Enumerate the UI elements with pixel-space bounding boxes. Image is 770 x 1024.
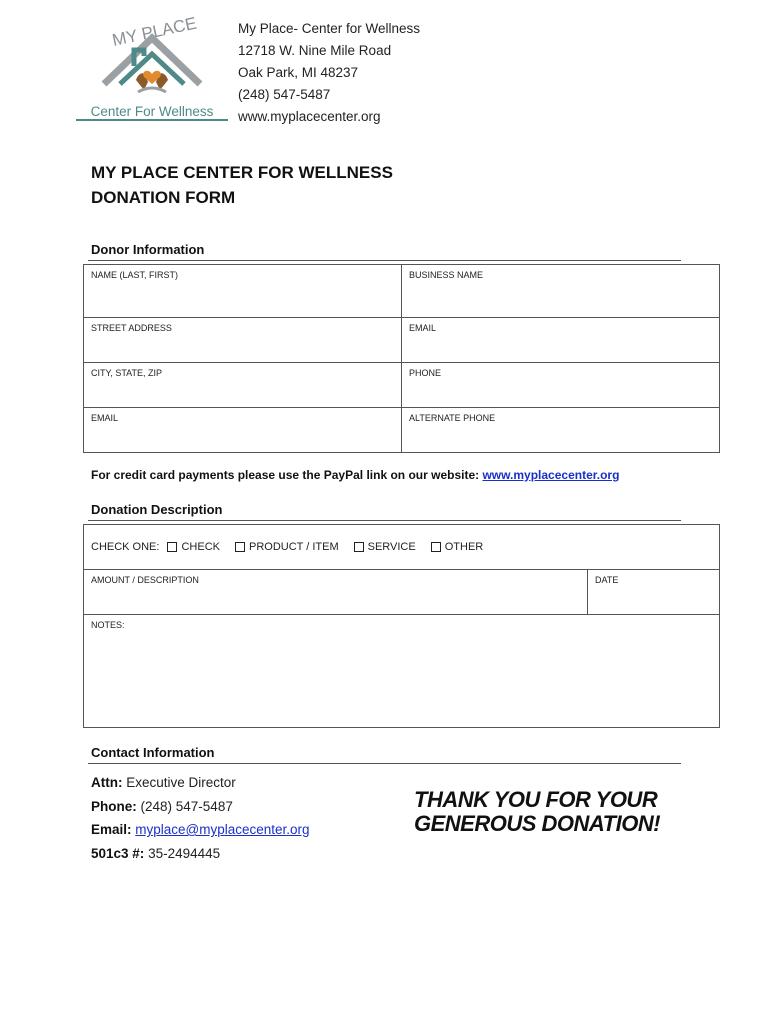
org-city: Oak Park, MI 48237 (238, 65, 359, 80)
product-item-checkbox[interactable] (235, 542, 245, 552)
business-name-label: BUSINESS NAME (409, 270, 484, 280)
notes-label: NOTES: (91, 620, 125, 630)
street-address-field[interactable] (84, 318, 402, 363)
logo-graphic (72, 16, 232, 126)
website-link[interactable]: www.myplacecenter.org (482, 468, 620, 482)
name-field[interactable] (84, 265, 402, 318)
form-title (91, 160, 393, 210)
org-street: 12718 W. Nine Mile Road (238, 43, 392, 58)
phone-field[interactable] (402, 363, 720, 408)
section-divider (88, 763, 681, 764)
street-address-label: STREET ADDRESS (91, 323, 172, 333)
paypal-note (91, 468, 619, 482)
organization-logo (72, 16, 232, 126)
org-phone: (248) 547-5487 (238, 87, 331, 102)
name-field-label: NAME (LAST, FIRST) (91, 270, 179, 280)
thank-you-line2: GENEROUS DONATION! (414, 811, 661, 836)
other-checkbox[interactable] (431, 542, 441, 552)
section-divider (88, 520, 681, 521)
ein-label: 501c3 #: (91, 845, 145, 861)
email-secondary-field[interactable] (84, 408, 402, 453)
option-service-label: SERVICE (367, 541, 416, 553)
date-field[interactable] (588, 570, 720, 615)
phone-label: PHONE (409, 368, 442, 378)
date-label: DATE (595, 575, 619, 585)
check-one-label: CHECK ONE: (91, 541, 160, 553)
logo-bottom-text: Center For Wellness (90, 104, 214, 119)
option-other-label: OTHER (444, 541, 484, 553)
option-service[interactable] (354, 541, 416, 553)
email-field[interactable] (402, 318, 720, 363)
option-check[interactable] (167, 541, 220, 553)
contact-info-block (91, 771, 310, 865)
amount-description-label: AMOUNT / DESCRIPTION (91, 575, 199, 585)
section-divider (88, 260, 681, 261)
email-secondary-label: EMAIL (91, 413, 119, 423)
alternate-phone-label: ALTERNATE PHONE (409, 413, 496, 423)
form-title-line2: DONATION FORM (91, 188, 236, 207)
org-website: www.myplacecenter.org (238, 109, 381, 124)
notes-field[interactable] (84, 615, 720, 728)
org-name: My Place- Center for Wellness (238, 21, 421, 36)
paypal-note-text: For credit card payments please use the PayPal link on our website: (91, 468, 483, 482)
contact-phone-label: Phone: (91, 798, 137, 814)
option-check-label: CHECK (181, 541, 220, 553)
donation-table (83, 524, 720, 728)
thank-you-message (414, 788, 660, 836)
donor-info-heading: Donor Information (91, 242, 205, 257)
business-name-field[interactable] (402, 265, 720, 318)
check-one-row (84, 525, 720, 570)
email-label: EMAIL (409, 323, 437, 333)
contact-attn-row (91, 771, 310, 795)
donation-description-heading: Donation Description (91, 502, 223, 517)
contact-phone-row (91, 795, 310, 819)
option-other[interactable] (431, 541, 484, 553)
contact-phone-value: (248) 547-5487 (140, 798, 233, 814)
contact-email-label: Email: (91, 822, 132, 837)
check-checkbox[interactable] (167, 542, 177, 552)
contact-ein-row (91, 842, 310, 866)
option-product-item-label: PRODUCT / ITEM (248, 541, 339, 553)
logo-top-text: MY PLACE (110, 16, 199, 50)
city-state-zip-field[interactable] (84, 363, 402, 408)
donor-info-table (83, 264, 720, 453)
form-title-line1: MY PLACE CENTER FOR WELLNESS (91, 163, 393, 182)
attn-value: Executive Director (126, 775, 236, 790)
alternate-phone-field[interactable] (402, 408, 720, 453)
city-state-zip-label: CITY, STATE, ZIP (91, 368, 163, 378)
contact-email-row (91, 818, 310, 842)
contact-email-link[interactable]: myplace@myplacecenter.org (135, 822, 310, 837)
attn-label: Attn: (91, 775, 123, 790)
contact-info-heading: Contact Information (91, 745, 215, 760)
service-checkbox[interactable] (354, 542, 364, 552)
thank-you-line1: THANK YOU FOR YOUR (414, 787, 658, 812)
ein-value: 35-2494445 (148, 845, 221, 861)
organization-address-block (238, 18, 420, 128)
option-product-item[interactable] (235, 541, 339, 553)
amount-description-field[interactable] (84, 570, 588, 615)
